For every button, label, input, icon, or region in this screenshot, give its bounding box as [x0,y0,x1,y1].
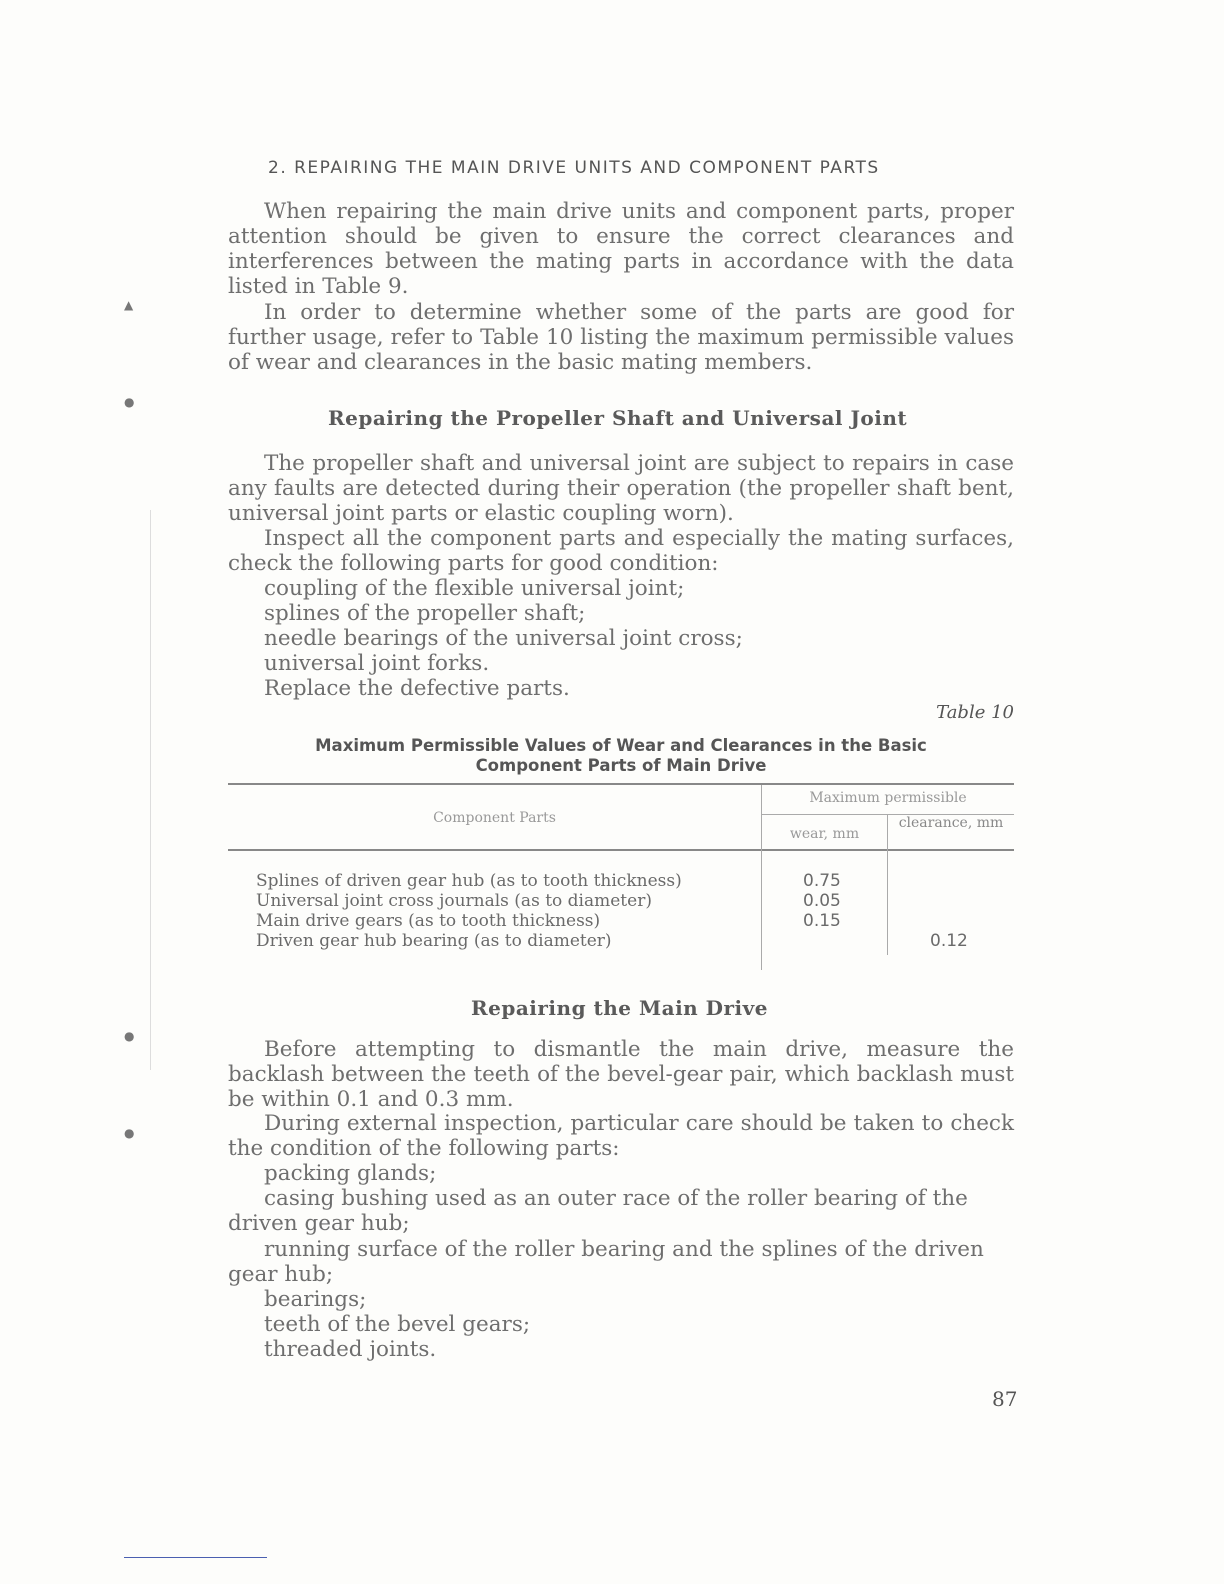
main-drive-paragraph-1: Before attempting to dismantle the main drive, measure the backlash between the teeth of the bevel-gear pair, which backlash must be within 0.1 and 0.3 mm. [228,1037,1014,1112]
list-item: running surface of the roller bearing and the splines of the driven [264,1237,984,1262]
list-item: splines of the propeller shaft; [264,601,586,626]
scan-mark: ● [124,1029,135,1043]
main-drive-paragraph-2: During external inspection, particular care should be taken to check the condition of the following parts: [228,1111,1014,1161]
table-cell-wear: 0.05 [803,891,841,911]
table-header-clearance: clearance, mm [898,815,1004,831]
table-label: Table 10 [936,702,1014,723]
list-item: threaded joints. [264,1337,437,1362]
propeller-heading: Repairing the Propeller Shaft and Universal Joint [328,406,908,430]
table-top-rule [228,783,1014,785]
list-item: packing glands; [264,1161,437,1186]
table-column-divider [761,785,762,970]
table-header-max: Maximum permissible [809,790,967,806]
list-item: needle bearings of the universal joint cross; [264,626,743,651]
table-row-part: Splines of driven gear hub (as to tooth thickness) [256,871,682,891]
table-title-line-1: Maximum Permissible Values of Wear and Clearances in the Basic [315,736,927,755]
table-column-divider [887,815,888,955]
intro-paragraph-2: In order to determine whether some of the parts are good for further usage, refer to Table 10 listing the maximum permissible values of wear and clearances in the basic mating members. [228,300,1014,375]
section-title: 2. REPAIRING THE MAIN DRIVE UNITS AND COMPONENT PARTS [268,158,880,178]
propeller-paragraph-1: The propeller shaft and universal joint are subject to repairs in case any faults are detected during their operation (the propeller shaft bent, universal joint parts or elastic coupling worn). [228,451,1014,526]
list-item: bearings; [264,1287,367,1312]
propeller-closing: Replace the defective parts. [264,676,570,701]
intro-paragraph-1: When repairing the main drive units and component parts, proper attention should be given to ensure the correct clearances and interferences between the mating parts in accordance with the data listed in Table 9. [228,199,1014,299]
table-title-line-2: Component Parts of Main Drive [475,756,767,775]
footer-rule [124,1557,267,1558]
table-header-wear: wear, mm [789,826,860,842]
table-header-rule [228,849,1014,851]
table-cell-clearance: 0.12 [930,931,968,951]
main-drive-heading: Repairing the Main Drive [471,996,768,1020]
scan-mark: ● [124,1126,135,1140]
table-row-part: Main drive gears (as to tooth thickness) [256,911,601,931]
propeller-paragraph-2: Inspect all the component parts and especially the mating surfaces, check the following parts for good condition: [228,526,1014,576]
list-item: teeth of the bevel gears; [264,1312,531,1337]
scan-line [150,510,151,1070]
table-header-component: Component Parts [433,810,556,826]
table-cell-wear: 0.15 [803,911,841,931]
list-item: casing bushing used as an outer race of the roller bearing of the [264,1186,968,1211]
table-row-part: Universal joint cross journals (as to diameter) [256,891,652,911]
list-item-continuation: driven gear hub; [228,1211,410,1236]
scan-mark: ▲ [124,298,134,312]
list-item: universal joint forks. [264,651,490,676]
list-item-continuation: gear hub; [228,1262,334,1287]
page-number: 87 [992,1387,1018,1411]
list-item: coupling of the flexible universal joint; [264,576,685,601]
table-row-part: Driven gear hub bearing (as to diameter) [256,931,612,951]
table-title [228,736,1014,776]
table-cell-wear: 0.75 [803,871,841,891]
scan-mark: ● [124,395,135,409]
